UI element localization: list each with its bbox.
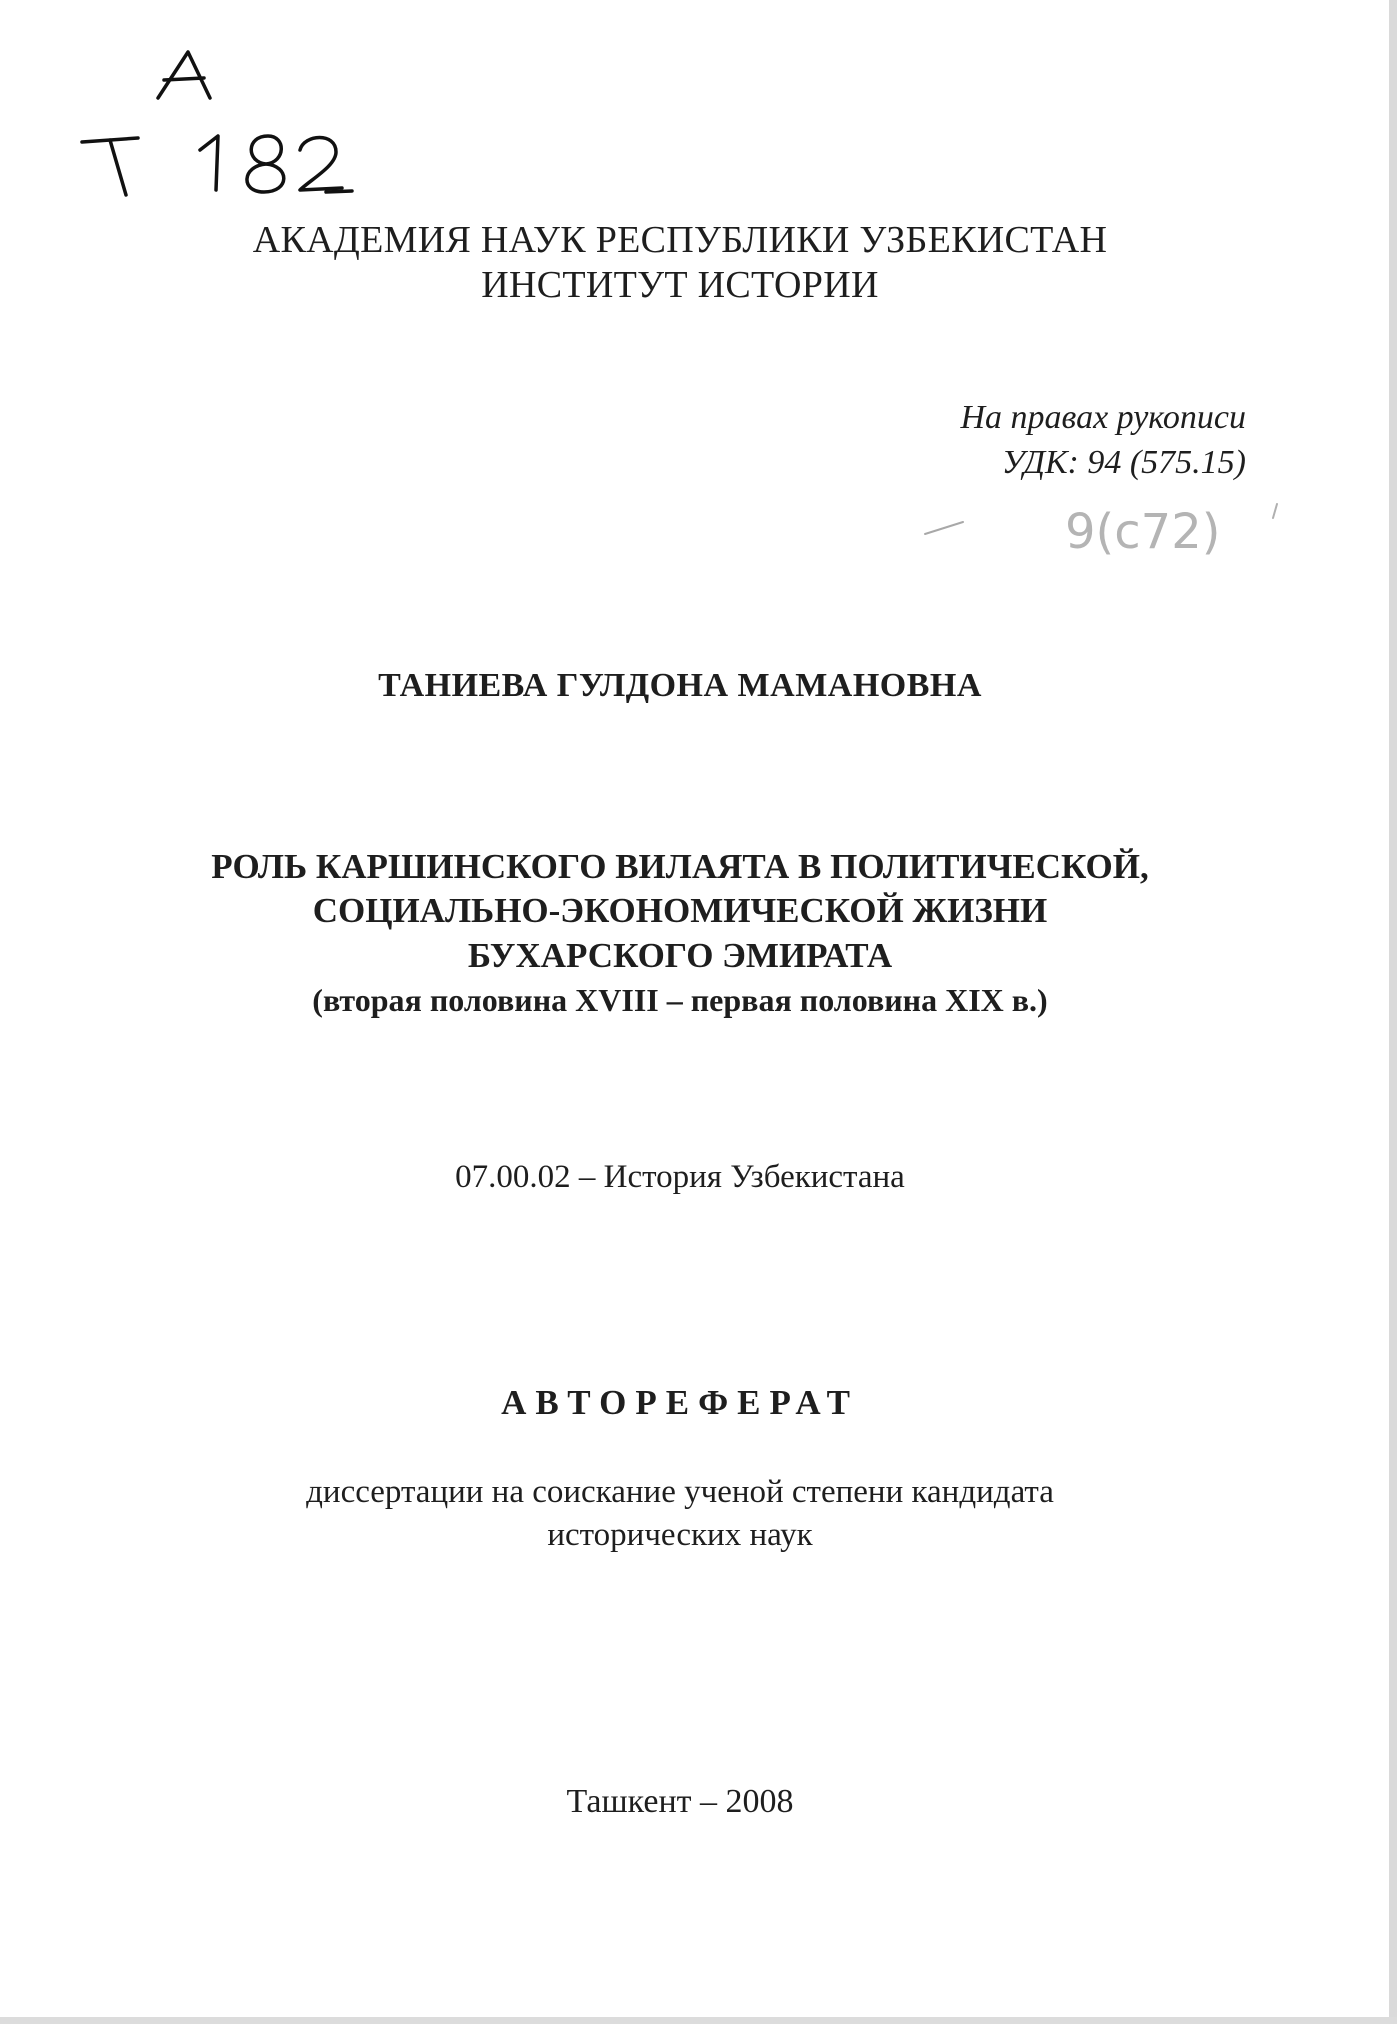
handwritten-call-number-drawing [60, 40, 390, 210]
title-line-1: РОЛЬ КАРШИНСКОГО ВИЛАЯТА В ПОЛИТИЧЕСКОЙ, [211, 847, 1149, 886]
title-line-2: СОЦИАЛЬНО-ЭКОНОМИЧЕСКОЙ ЖИЗНИ [312, 891, 1048, 930]
pencil-note-text: 9(c72) [1065, 504, 1221, 560]
scan-edge-right [1389, 0, 1397, 2024]
pencil-annotation-drawing [915, 490, 1295, 570]
manuscript-rights: На правах рукописи [960, 399, 1246, 436]
title-period: (вторая половина XVIII – первая половина XIX в.) [312, 982, 1048, 1018]
description-line-1: диссертации на соискание ученой степени кандидата [306, 1474, 1054, 1510]
author-name: ТАНИЕВА ГУЛДОНА МАМАНОВНА [378, 667, 982, 704]
title-line-3: БУХАРСКОГО ЭМИРАТА [467, 936, 893, 975]
description-line-2: исторических наук [547, 1517, 813, 1553]
document-type: АВТОРЕФЕРАТ [501, 1383, 859, 1422]
institute-name: ИНСТИТУТ ИСТОРИИ [481, 264, 879, 306]
specialty-code: 07.00.02 – История Узбекистана [455, 1159, 905, 1195]
udk-code: УДК: 94 (575.15) [1001, 444, 1246, 481]
academy-name: АКАДЕМИЯ НАУК РЕСПУБЛИКИ УЗБЕКИСТАН [252, 219, 1108, 261]
pencil-annotation [915, 490, 1295, 570]
scan-edge-bottom [0, 2017, 1397, 2024]
handwritten-call-number [60, 40, 390, 210]
city-year: Ташкент – 2008 [566, 1783, 794, 1820]
